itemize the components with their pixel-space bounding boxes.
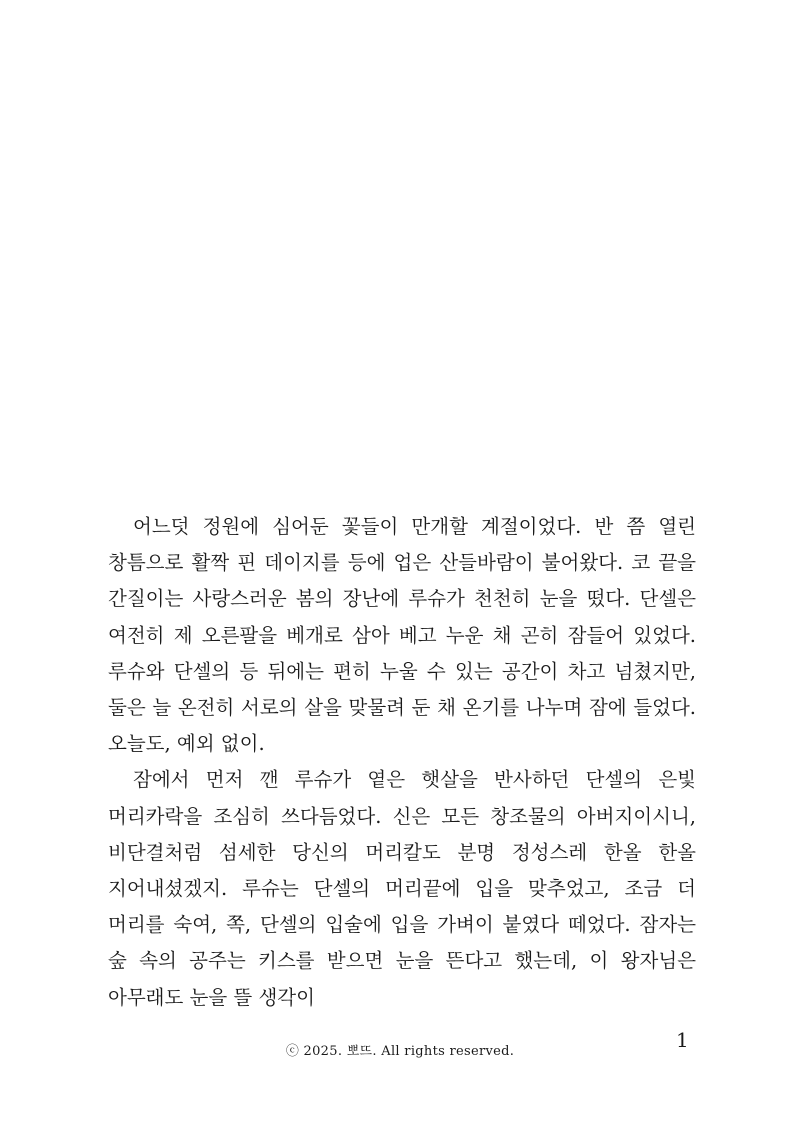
body-text [108,509,696,1016]
copyright-notice: ⓒ 2025. 뽀뜨. All rights reserved. [285,1044,515,1059]
page-number: 1 [676,1028,689,1052]
paragraph: 잠에서 먼저 깬 루슈가 옅은 햇살을 반사하던 단셀의 은빛 머리카락을 조심히 쓰다듬었다. 신은 모든 창조물의 아버지이시니, 비단결처럼 섬세한 당신의 머리칼도 분명 정성스레 한올 한올 지어내셨겠지. 루슈는 단셀의 머리끝에 입을 맞추었고, 조금 더 머리를 숙여, 쪽, 단셀의 입술에 입을 가벼이 붙였다 떼었다. 잠자는 숲 속의 공주는 키스를 받으면 눈을 뜬다고 했는데, 이 왕자님은 아무래도 눈을 뜰 생각이 [108,768,696,1009]
paragraph: 어느덧 정원에 심어둔 꽃들이 만개할 계절이었다. 반 쯤 열린 창틈으로 활짝 핀 데이지를 등에 업은 산들바람이 불어왔다. 코 끝을 간질이는 사랑스러운 봄의 장난에 루슈가 천천히 눈을 떴다. 단셀은 여전히 제 오른팔을 베개로 삼아 베고 누운 채 곤히 잠들어 있었다. 루슈와 단셀의 등 뒤에는 편히 누울 수 있는 공간이 차고 넘쳤지만, 둘은 늘 온전히 서로의 살을 맞물려 둔 채 온기를 나누며 잠에 들었다. 오늘도, 예외 없이. [108,515,696,756]
